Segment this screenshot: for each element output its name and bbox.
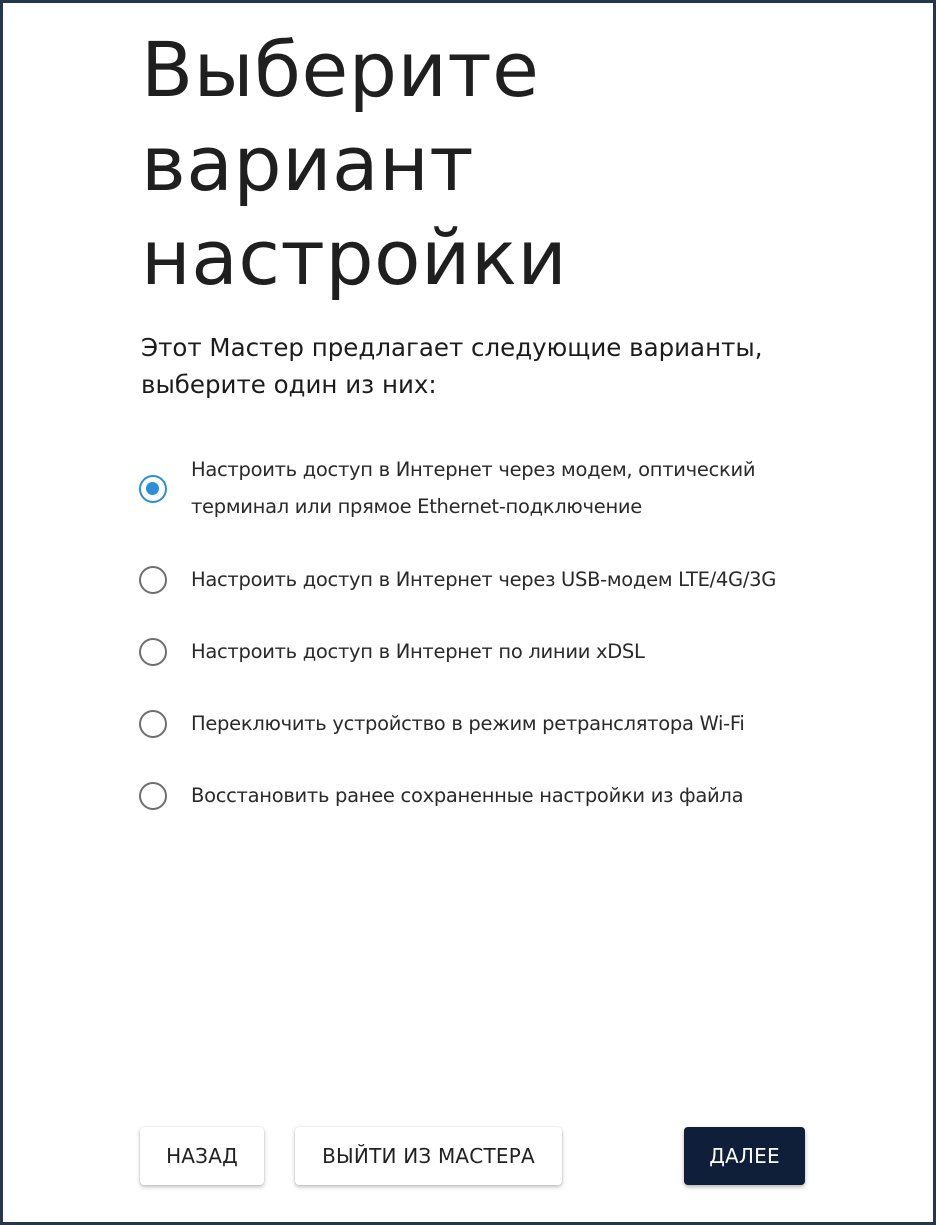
option-label-line: Восстановить ранее сохраненные настройки из файла — [191, 784, 744, 807]
option-label — [191, 633, 851, 670]
option-wifi-repeater[interactable] — [139, 705, 899, 742]
page-title-line: настройки — [141, 213, 568, 302]
option-label — [191, 777, 851, 814]
radio-unchecked-icon[interactable] — [139, 710, 167, 738]
page-title — [141, 23, 841, 305]
option-label — [191, 451, 851, 525]
option-label-line: терминал или прямое Ethernet-подключение — [191, 495, 642, 518]
next-button[interactable]: ДАЛЕЕ — [684, 1127, 805, 1185]
intro-text — [141, 329, 861, 403]
radio-checked-icon[interactable] — [139, 475, 167, 503]
radio-unchecked-icon[interactable] — [139, 566, 167, 594]
option-internet-xdsl[interactable] — [139, 633, 899, 670]
intro-line: выберите один из них: — [141, 370, 437, 399]
option-label — [191, 705, 851, 742]
radio-unchecked-icon[interactable] — [139, 638, 167, 666]
page-title-line: вариант — [141, 119, 475, 208]
intro-line: Этот Мастер предлагает следующие варианты, — [141, 333, 763, 362]
option-label-line: Настроить доступ в Интернет через USB-модем LTE/4G/3G — [191, 568, 777, 591]
option-label-line: Настроить доступ в Интернет по линии xDSL — [191, 640, 645, 663]
option-label-line: Переключить устройство в режим ретранслятора Wi-Fi — [191, 712, 745, 735]
option-label-line: Настроить доступ в Интернет через модем, оптический — [191, 458, 756, 481]
radio-unchecked-icon[interactable] — [139, 782, 167, 810]
page-title-line: Выберите — [141, 25, 540, 114]
option-label — [191, 561, 851, 598]
exit-wizard-button[interactable]: ВЫЙТИ ИЗ МАСТЕРА — [295, 1127, 562, 1185]
option-restore-file[interactable] — [139, 777, 899, 814]
option-internet-usb[interactable] — [139, 561, 899, 598]
back-button[interactable]: НАЗАД — [140, 1127, 264, 1185]
option-internet-modem[interactable] — [139, 451, 899, 525]
